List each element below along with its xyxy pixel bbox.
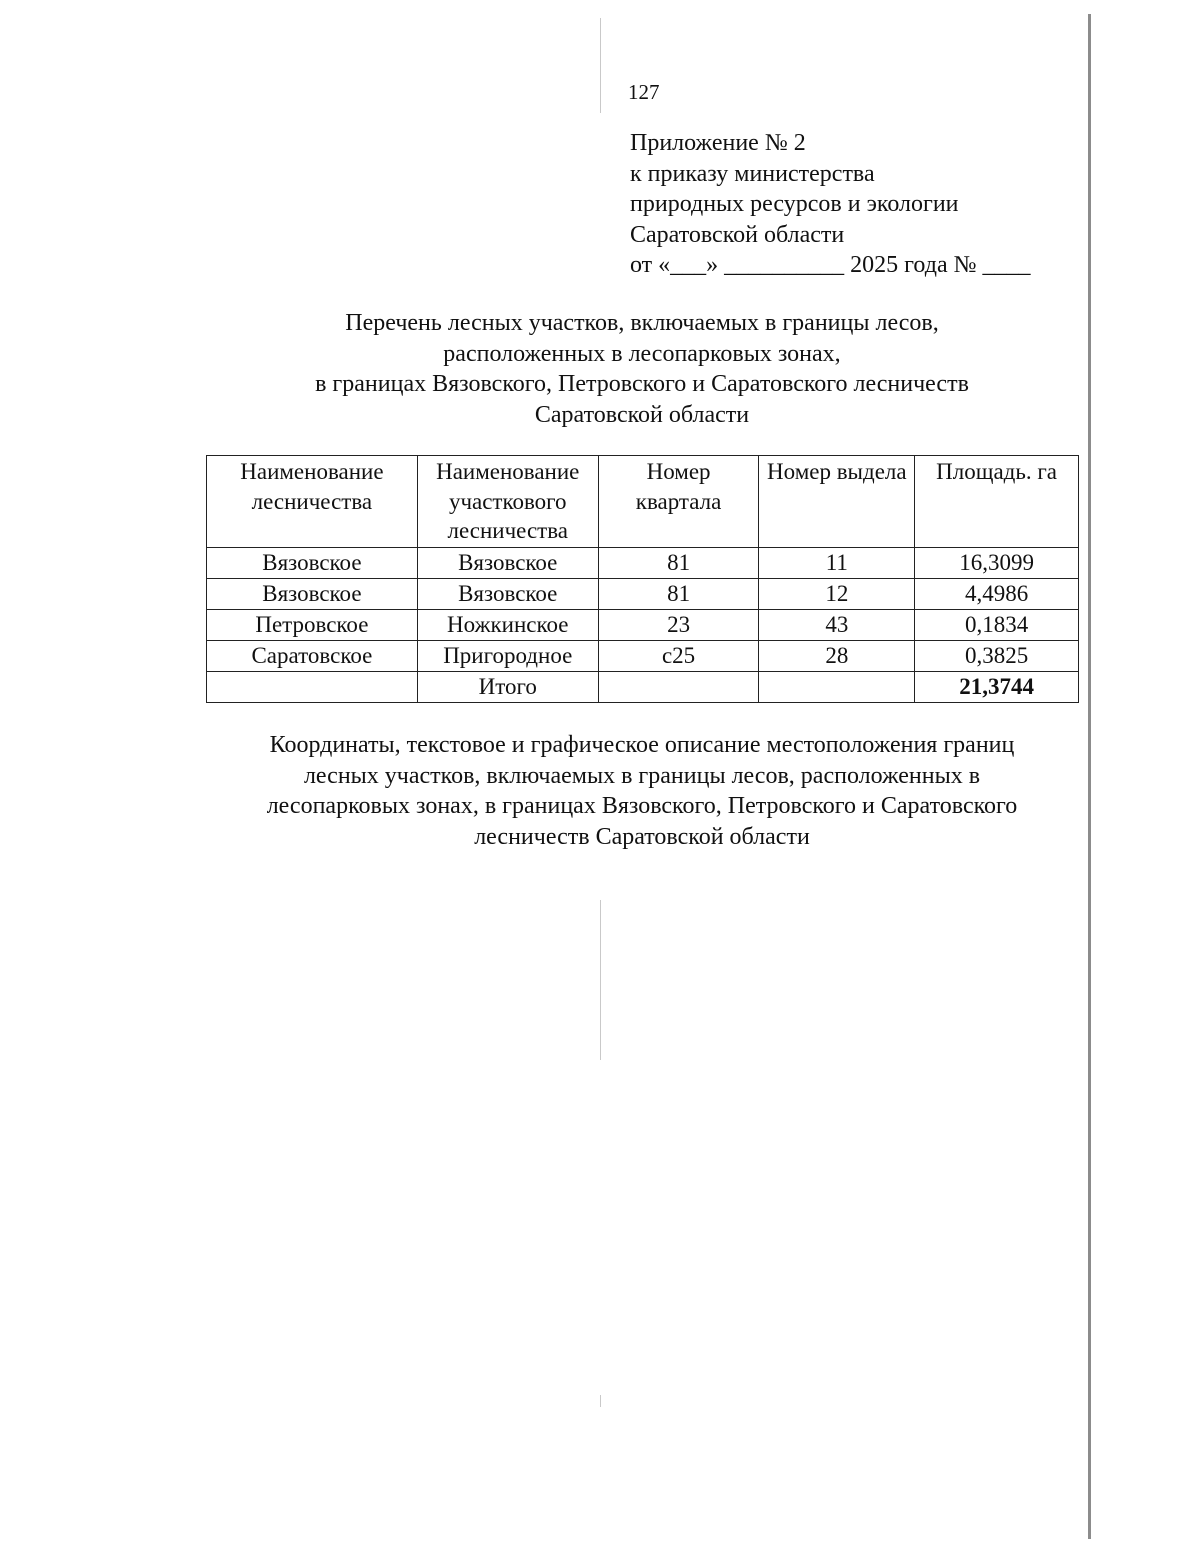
scan-fold-line — [600, 1395, 601, 1407]
cell-forestry: Вязовское — [207, 579, 418, 610]
cell-forestry: Петровское — [207, 610, 418, 641]
cell-area: 0,3825 — [915, 641, 1079, 672]
cell-quarter: 81 — [598, 548, 759, 579]
header-forestry: Наименование лесничества — [207, 456, 418, 548]
cell-quarter: с25 — [598, 641, 759, 672]
cell-allotment: 11 — [759, 548, 915, 579]
header-district: Наименование участкового лесничества — [417, 456, 598, 548]
attachment-line: Приложение № 2 — [630, 130, 806, 156]
total-label: Итого — [417, 672, 598, 703]
cell-quarter: 23 — [598, 610, 759, 641]
cell-forestry: Саратовское — [207, 641, 418, 672]
cell-forestry: Вязовское — [207, 548, 418, 579]
page-number: 127 — [628, 80, 660, 104]
title-line: Перечень лесных участков, включаемых в границы лесов, — [345, 310, 939, 336]
cell-allotment: 12 — [759, 579, 915, 610]
attachment-line: к приказу министерства — [630, 160, 875, 187]
cell-district: Ножкинское — [417, 610, 598, 641]
table-row — [207, 548, 1079, 579]
cell-allotment: 28 — [759, 641, 915, 672]
cell-empty — [759, 672, 915, 703]
cell-area: 0,1834 — [915, 610, 1079, 641]
forest-plots-table — [206, 455, 1079, 703]
cell-empty — [207, 672, 418, 703]
cell-quarter: 81 — [598, 579, 759, 610]
table-row — [207, 579, 1079, 610]
subtitle-line: лесничеств Саратовской области — [474, 823, 810, 850]
coordinates-heading — [200, 730, 1084, 852]
table-total-row — [207, 672, 1079, 703]
subtitle-line: лесных участков, включаемых в границы лесов, расположенных в — [303, 762, 981, 789]
header-allotment: Номер выдела — [759, 456, 915, 548]
document-title — [200, 308, 1084, 430]
header-quarter: Номер квартала — [598, 456, 759, 548]
scan-page-edge — [1088, 14, 1091, 1539]
cell-empty — [598, 672, 759, 703]
cell-district: Вязовское — [417, 579, 598, 610]
cell-district: Пригородное — [417, 641, 598, 672]
cell-district: Вязовское — [417, 548, 598, 579]
scan-fold-line — [600, 18, 601, 113]
subtitle-line: лесопарковых зонах, в границах Вязовского, Петровского и Саратовского — [266, 793, 1018, 819]
attachment-header — [630, 128, 1070, 281]
title-line: расположенных в лесопарковых зонах, — [443, 340, 841, 367]
total-area: 21,3744 — [915, 672, 1079, 703]
scan-fold-line — [600, 900, 601, 1060]
cell-area: 16,3099 — [915, 548, 1079, 579]
table-row — [207, 641, 1079, 672]
cell-area: 4,4986 — [915, 579, 1079, 610]
attachment-date-line: от «___» __________ 2025 года № ____ — [630, 252, 1031, 278]
attachment-line: Саратовской области — [630, 221, 845, 248]
table-row — [207, 610, 1079, 641]
table-header-row — [207, 456, 1079, 548]
attachment-line: природных ресурсов и экологии — [630, 191, 959, 217]
subtitle-line: Координаты, текстовое и графическое описание местоположения границ — [269, 732, 1015, 758]
header-area: Площадь. га — [915, 456, 1079, 548]
title-line: в границах Вязовского, Петровского и Саратовского лесничеств — [315, 371, 969, 397]
cell-allotment: 43 — [759, 610, 915, 641]
title-line: Саратовской области — [534, 401, 750, 428]
